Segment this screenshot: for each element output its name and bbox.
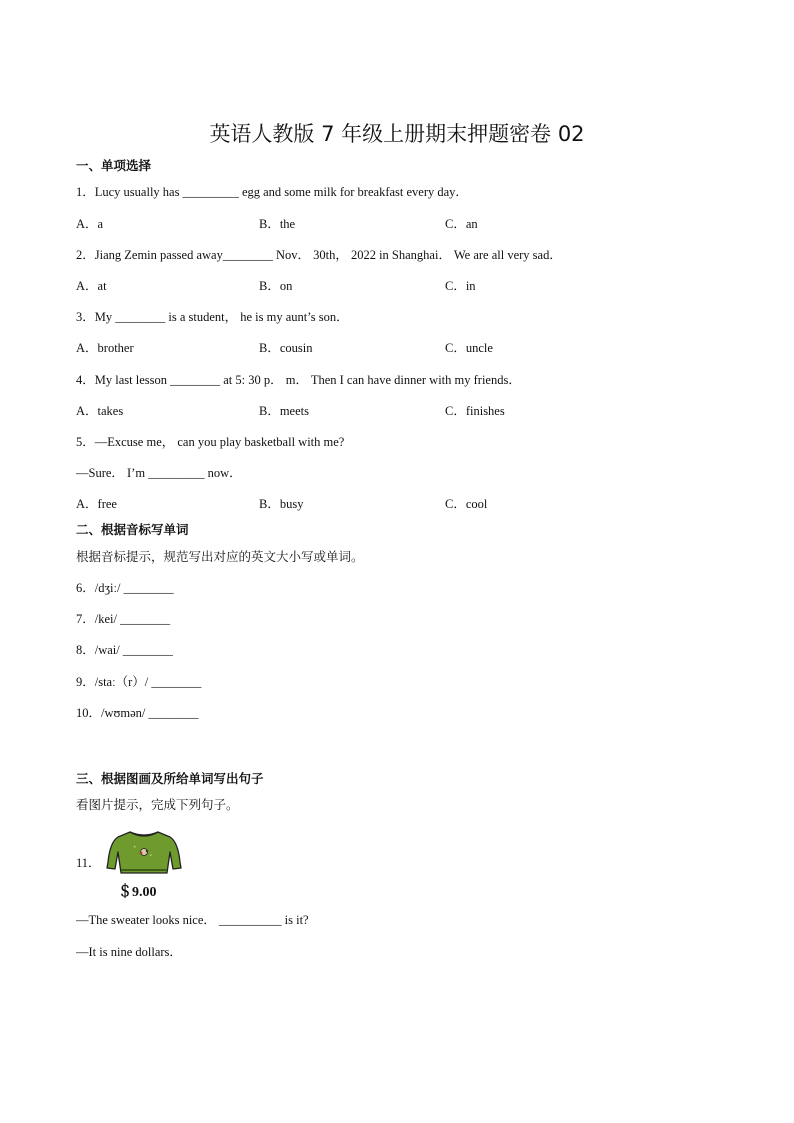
q4-option-b: B．meets [259, 404, 309, 418]
q5-option-b: B．busy [259, 497, 304, 511]
section3-heading: 三、根据图画及所给单词写出句子 [76, 771, 264, 786]
q4-option-c: C．finishes [445, 404, 505, 418]
q3-option-b: B．cousin [259, 341, 313, 355]
q2-stem: 2．Jiang Zemin passed away________ Nov． 30th， 2022 in Shanghai． We are all very sad． [76, 248, 562, 262]
q1-stem: 1．Lucy usually has _________ egg and some milk for breakfast every day． [76, 185, 468, 199]
q1-option-a: A．a [76, 217, 104, 231]
q3-stem: 3．My ________ is a student， he is my aunt’s son． [76, 310, 349, 324]
q2-option-b: B．on [259, 279, 293, 293]
q8: 8．/wai/ ________ [76, 643, 173, 657]
q3-option-a: A．brother [76, 341, 134, 355]
q11-number: 11． [76, 856, 101, 870]
q7: 7．/kei/ ________ [76, 612, 171, 626]
q2-option-c: C．in [445, 279, 476, 293]
sweater-icon [107, 832, 181, 873]
section3-instruction: 看图片提示，完成下列句子。 [76, 797, 239, 812]
q5-stem-reply: —Sure． I’m _________ now． [76, 466, 242, 480]
q6: 6．/dʒiː/ ________ [76, 581, 174, 595]
q3-option-c: C．uncle [445, 341, 493, 355]
section2-instruction: 根据音标提示，规范写出对应的英文大小写或单词。 [76, 549, 364, 564]
q4-option-a: A．takes [76, 404, 124, 418]
q4-stem: 4．My last lesson ________ at 5: 30 p． m． Then I can have dinner with my friends． [76, 373, 521, 387]
q9: 9．/staː（r）/ ________ [76, 675, 202, 689]
sweater-image [104, 828, 184, 878]
q5-option-a: A．free [76, 497, 117, 511]
q1-option-b: B．the [259, 217, 296, 231]
q11-line2: —It is nine dollars． [76, 945, 182, 959]
section2-heading: 二、根据音标写单词 [76, 522, 189, 537]
q5-stem: 5．—Excuse me， can you play basketball with me? [76, 435, 345, 449]
q5-option-c: C．cool [445, 497, 488, 511]
section1-heading: 一、单项选择 [76, 158, 152, 173]
q10: 10．/wʊmən/ ________ [76, 706, 199, 720]
q1-option-c: C．an [445, 217, 478, 231]
q2-option-a: A．at [76, 279, 107, 293]
q11-line1: —The sweater looks nice． __________ is it? [76, 913, 309, 927]
page-title: 英语人教版 7 年级上册期末押题密卷 02 [209, 122, 585, 146]
price-label: ＄9.00 [118, 885, 157, 900]
